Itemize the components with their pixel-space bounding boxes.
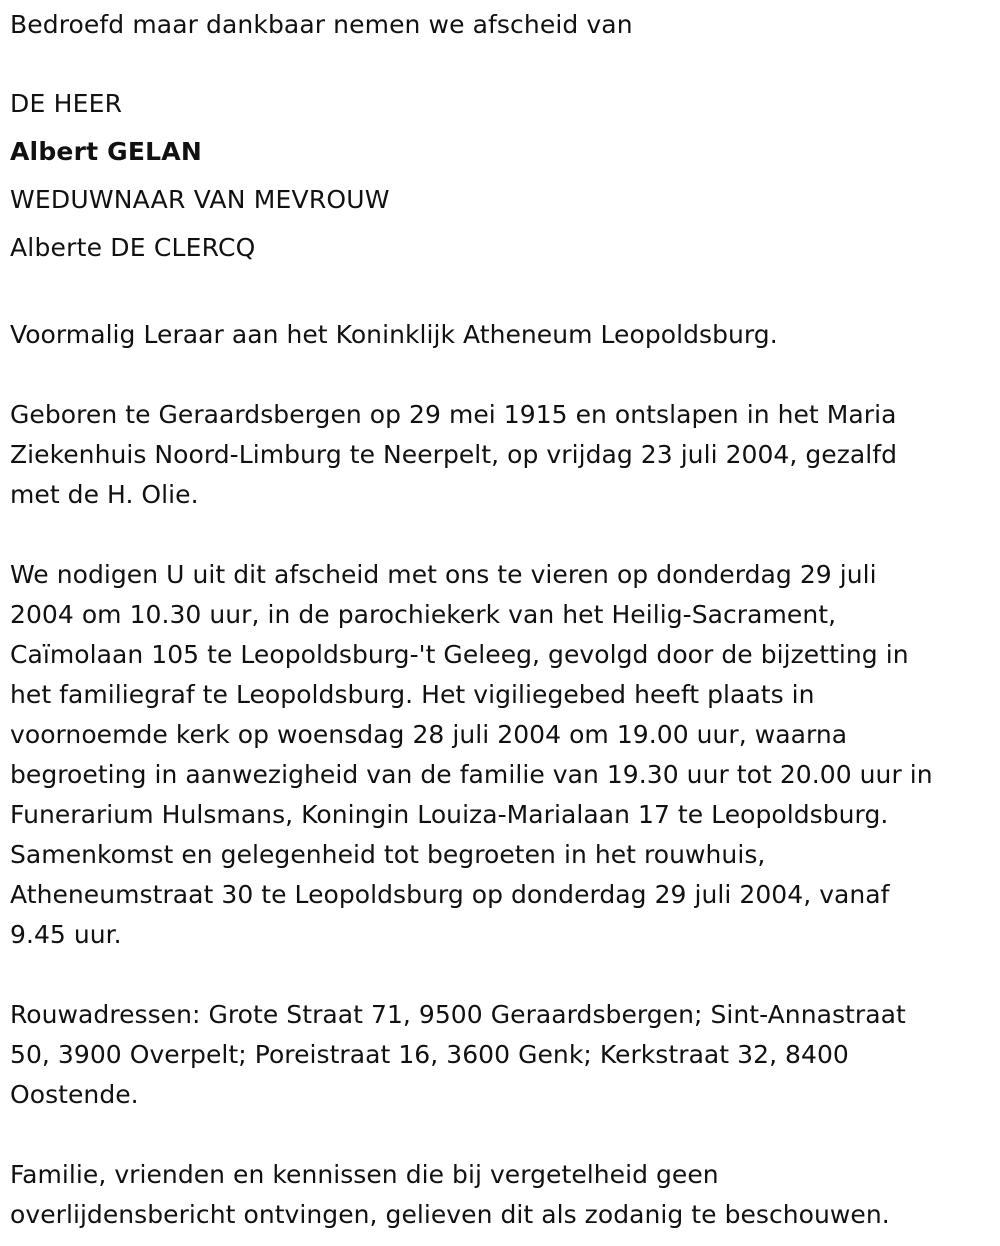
text-line: Rouwadressen: Grote Straat 71, 9500 Geraardsbergen; Sint-Annastraat <box>10 1000 906 1029</box>
text-line: Funerarium Hulsmans, Koningin Louiza-Marialaan 17 te Leopoldsburg. <box>10 800 889 829</box>
text-line: Caïmolaan 105 te Leopoldsburg-'t Geleeg, gevolgd door de bijzetting in <box>10 640 909 669</box>
text-line: Familie, vrienden en kennissen die bij vergetelheid geen <box>10 1160 719 1189</box>
mourning-addresses-paragraph <box>10 995 992 1115</box>
text-line: Samenkomst en gelegenheid tot begroeten in het rouwhuis, <box>10 840 766 869</box>
relation-line: WEDUWNAAR VAN MEVROUW <box>10 185 390 214</box>
intro-line: Bedroefd maar dankbaar nemen we afscheid van <box>10 10 633 39</box>
family-note-paragraph <box>10 1155 992 1235</box>
occupation-paragraph: Voormalig Leraar aan het Koninklijk Atheneum Leopoldsburg. <box>10 320 778 349</box>
deceased-name-block <box>10 80 992 272</box>
text-line: Geboren te Geraardsbergen op 29 mei 1915 en ontslapen in het Maria <box>10 400 897 429</box>
text-line: We nodigen U uit dit afscheid met ons te vieren op donderdag 29 juli <box>10 560 877 589</box>
text-line: 2004 om 10.30 uur, in de parochiekerk van het Heilig-Sacrament, <box>10 600 837 629</box>
text-line: voornoemde kerk op woensdag 28 juli 2004 om 19.00 uur, waarna <box>10 720 848 749</box>
deceased-name: Albert GELAN <box>10 137 202 166</box>
text-line: Ziekenhuis Noord-Limburg te Neerpelt, op vrijdag 23 juli 2004, gezalfd <box>10 440 898 469</box>
spouse-name: Alberte DE CLERCQ <box>10 233 256 262</box>
birth-death-paragraph <box>10 395 992 515</box>
text-line: 9.45 uur. <box>10 920 122 949</box>
text-line: Oostende. <box>10 1080 139 1109</box>
text-line: begroeting in aanwezigheid van de familie van 19.30 uur tot 20.00 uur in <box>10 760 933 789</box>
honorific-title: DE HEER <box>10 89 123 118</box>
text-line: Atheneumstraat 30 te Leopoldsburg op donderdag 29 juli 2004, vanaf <box>10 880 890 909</box>
text-line: 50, 3900 Overpelt; Poreistraat 16, 3600 Genk; Kerkstraat 32, 8400 <box>10 1040 849 1069</box>
text-line: het familiegraf te Leopoldsburg. Het vigiliegebed heeft plaats in <box>10 680 815 709</box>
text-line: met de H. Olie. <box>10 480 199 509</box>
invitation-paragraph <box>10 555 992 955</box>
text-line: overlijdensbericht ontvingen, gelieven dit als zodanig te beschouwen. <box>10 1200 890 1229</box>
